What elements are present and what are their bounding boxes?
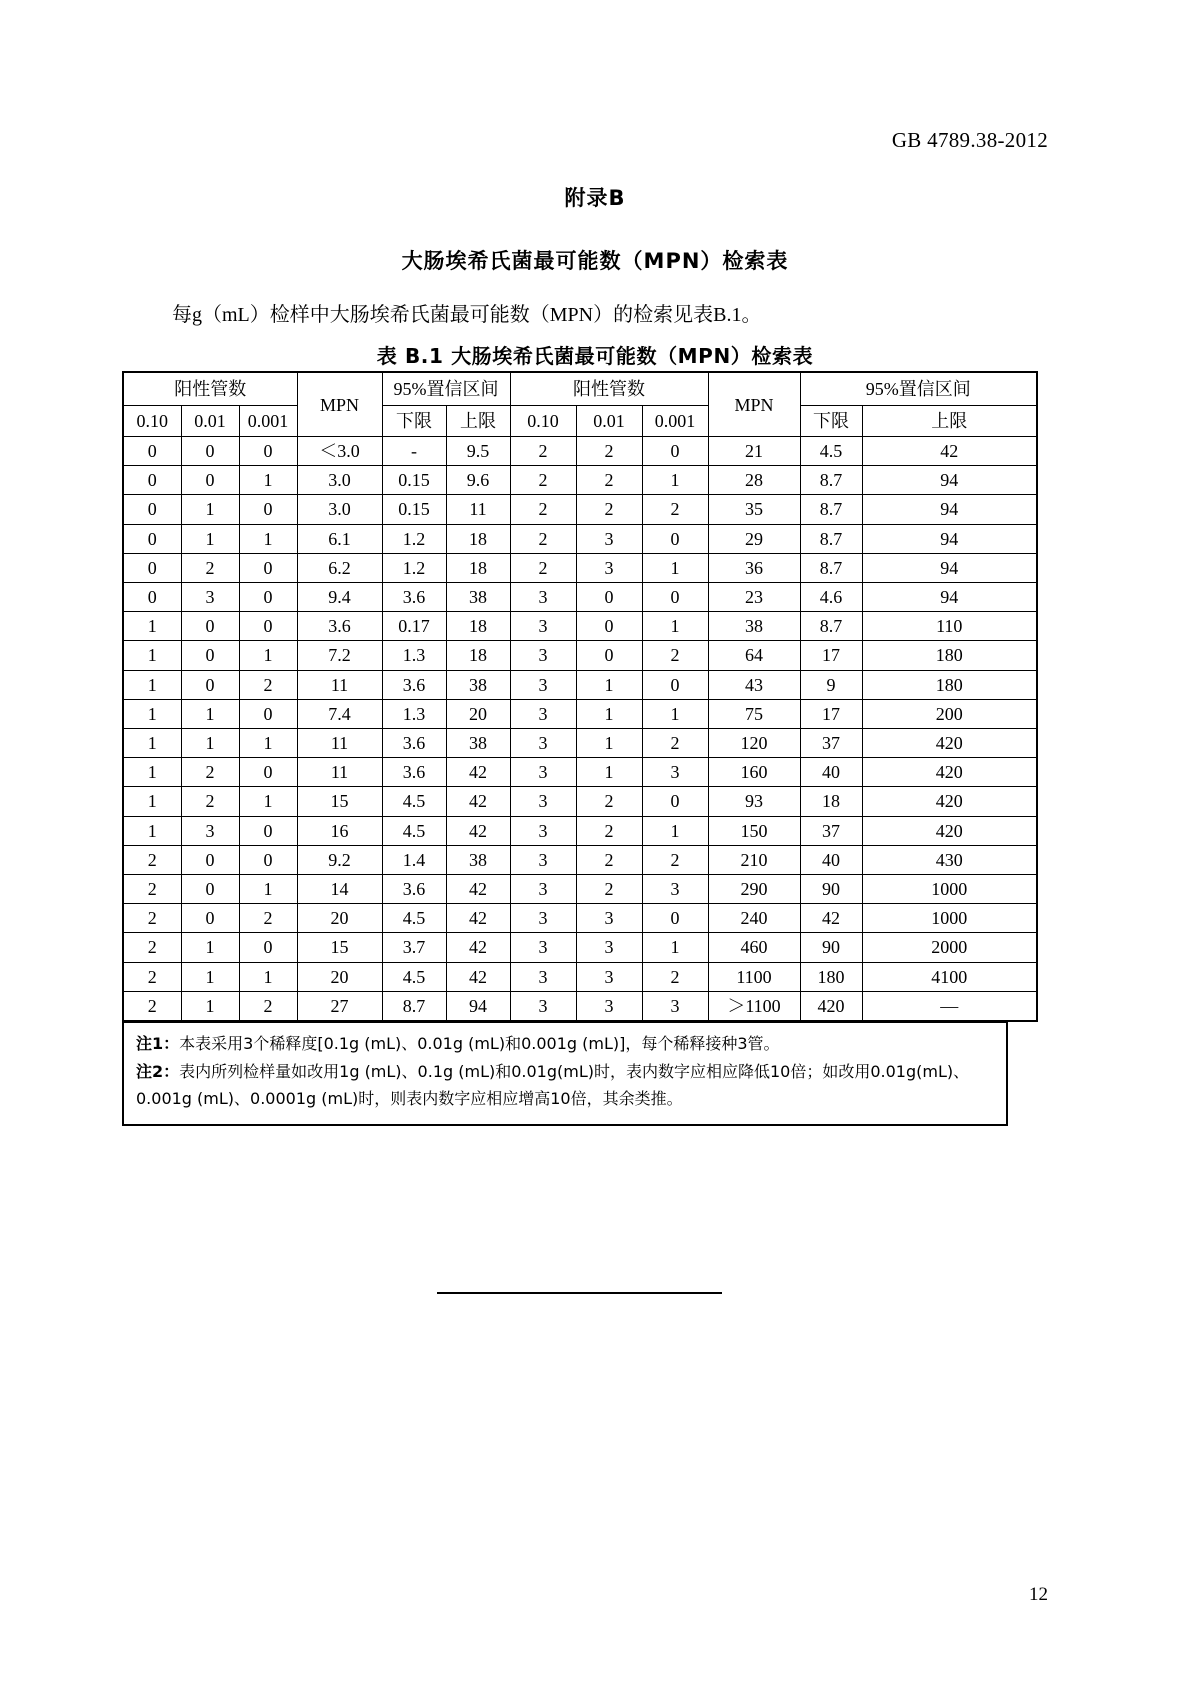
cell-lower-limit-right: 40 [800, 758, 862, 787]
cell-upper-limit-left: 38 [446, 845, 510, 874]
cell-dilution-010-left: 1 [123, 699, 181, 728]
table-row [123, 816, 1037, 845]
header-upper-limit-left: 上限 [446, 406, 510, 437]
cell-mpn-left: 6.1 [297, 524, 382, 553]
cell-upper-limit-left: 42 [446, 904, 510, 933]
cell-mpn-right: 120 [708, 729, 800, 758]
cell-lower-limit-right: 8.7 [800, 612, 862, 641]
cell-lower-limit-left: 0.15 [382, 466, 446, 495]
cell-mpn-right: 240 [708, 904, 800, 933]
table-row [123, 437, 1037, 466]
cell-upper-limit-left: 38 [446, 670, 510, 699]
cell-lower-limit-right: 90 [800, 933, 862, 962]
header-mpn-right: MPN [708, 372, 800, 437]
cell-dilution-010-right: 3 [510, 787, 576, 816]
cell-dilution-001-left: 1 [181, 699, 239, 728]
cell-upper-limit-right: 200 [862, 699, 1037, 728]
cell-dilution-0001-left: 0 [239, 699, 297, 728]
cell-dilution-010-right: 3 [510, 933, 576, 962]
cell-dilution-010-right: 3 [510, 845, 576, 874]
cell-dilution-010-right: 3 [510, 583, 576, 612]
cell-mpn-left: 3.0 [297, 495, 382, 524]
cell-dilution-0001-left: 0 [239, 845, 297, 874]
cell-lower-limit-right: 42 [800, 904, 862, 933]
cell-dilution-001-right: 3 [576, 904, 642, 933]
cell-lower-limit-left: 3.6 [382, 875, 446, 904]
cell-lower-limit-left: 4.5 [382, 787, 446, 816]
cell-dilution-010-left: 2 [123, 904, 181, 933]
cell-mpn-left: 20 [297, 904, 382, 933]
cell-dilution-0001-right: 0 [642, 787, 708, 816]
cell-lower-limit-right: 8.7 [800, 466, 862, 495]
cell-dilution-010-left: 0 [123, 437, 181, 466]
cell-dilution-010-left: 1 [123, 641, 181, 670]
cell-dilution-010-right: 3 [510, 641, 576, 670]
cell-upper-limit-right: 94 [862, 524, 1037, 553]
cell-upper-limit-left: 18 [446, 641, 510, 670]
table-row [123, 553, 1037, 582]
cell-mpn-right: 160 [708, 758, 800, 787]
cell-dilution-0001-right: 0 [642, 583, 708, 612]
cell-mpn-right: 1100 [708, 962, 800, 991]
cell-dilution-0001-right: 3 [642, 758, 708, 787]
cell-dilution-0001-right: 3 [642, 875, 708, 904]
cell-dilution-001-right: 2 [576, 816, 642, 845]
cell-dilution-0001-right: 2 [642, 962, 708, 991]
cell-upper-limit-right: 94 [862, 583, 1037, 612]
cell-mpn-right: 28 [708, 466, 800, 495]
cell-upper-limit-right: 2000 [862, 933, 1037, 962]
cell-lower-limit-left: 0.17 [382, 612, 446, 641]
cell-dilution-0001-left: 0 [239, 758, 297, 787]
cell-mpn-left: 16 [297, 816, 382, 845]
cell-dilution-010-right: 3 [510, 962, 576, 991]
table-row [123, 875, 1037, 904]
cell-upper-limit-left: 94 [446, 991, 510, 1021]
cell-upper-limit-right: 420 [862, 787, 1037, 816]
cell-dilution-010-left: 1 [123, 787, 181, 816]
cell-dilution-001-right: 1 [576, 670, 642, 699]
cell-mpn-left: 6.2 [297, 553, 382, 582]
cell-upper-limit-left: 38 [446, 583, 510, 612]
cell-dilution-001-left: 1 [181, 991, 239, 1021]
appendix-title: 大肠埃希氏菌最可能数（MPN）检索表 [401, 249, 789, 273]
cell-mpn-right: 75 [708, 699, 800, 728]
table-row [123, 933, 1037, 962]
table-row [123, 524, 1037, 553]
cell-dilution-0001-left: 1 [239, 875, 297, 904]
cell-upper-limit-right: 110 [862, 612, 1037, 641]
cell-upper-limit-right: 42 [862, 437, 1037, 466]
cell-mpn-right: 150 [708, 816, 800, 845]
cell-dilution-0001-left: 2 [239, 904, 297, 933]
header-ci-right: 95%置信区间 [800, 372, 1037, 406]
cell-dilution-0001-left: 1 [239, 641, 297, 670]
cell-dilution-0001-right: 3 [642, 991, 708, 1021]
table-note-1 [136, 1031, 994, 1057]
cell-dilution-010-right: 3 [510, 699, 576, 728]
cell-dilution-001-left: 1 [181, 933, 239, 962]
page-number: 12 [1029, 1584, 1048, 1605]
cell-dilution-0001-left: 1 [239, 524, 297, 553]
header-dilution-001-left: 0.01 [181, 406, 239, 437]
cell-dilution-010-right: 3 [510, 991, 576, 1021]
cell-dilution-010-left: 2 [123, 933, 181, 962]
cell-lower-limit-right: 180 [800, 962, 862, 991]
cell-dilution-0001-right: 0 [642, 524, 708, 553]
intro-paragraph: 每g（mL）检样中大肠埃希氏菌最可能数（MPN）的检索见表B.1。 [172, 304, 762, 326]
cell-lower-limit-right: 4.6 [800, 583, 862, 612]
appendix-label: 附录B [564, 186, 626, 210]
cell-mpn-left: 11 [297, 758, 382, 787]
cell-dilution-010-left: 0 [123, 583, 181, 612]
cell-dilution-001-right: 1 [576, 699, 642, 728]
cell-lower-limit-right: 4.5 [800, 437, 862, 466]
cell-dilution-001-right: 0 [576, 641, 642, 670]
cell-dilution-001-left: 2 [181, 553, 239, 582]
header-upper-limit-right: 上限 [862, 406, 1037, 437]
cell-dilution-0001-right: 1 [642, 612, 708, 641]
cell-lower-limit-left: 3.6 [382, 758, 446, 787]
cell-dilution-0001-right: 0 [642, 437, 708, 466]
cell-dilution-0001-left: 2 [239, 670, 297, 699]
cell-upper-limit-left: 20 [446, 699, 510, 728]
cell-mpn-right: 38 [708, 612, 800, 641]
table-note-2 [136, 1059, 994, 1112]
cell-lower-limit-right: 8.7 [800, 553, 862, 582]
cell-upper-limit-left: 42 [446, 758, 510, 787]
cell-upper-limit-right: 180 [862, 641, 1037, 670]
cell-upper-limit-right: 1000 [862, 904, 1037, 933]
table-row [123, 466, 1037, 495]
cell-dilution-0001-left: 1 [239, 787, 297, 816]
cell-mpn-left: 15 [297, 933, 382, 962]
cell-dilution-001-right: 1 [576, 729, 642, 758]
cell-mpn-right: 290 [708, 875, 800, 904]
cell-dilution-0001-left: 0 [239, 816, 297, 845]
cell-dilution-0001-right: 1 [642, 466, 708, 495]
cell-mpn-left: 20 [297, 962, 382, 991]
cell-upper-limit-right: 180 [862, 670, 1037, 699]
cell-dilution-001-right: 1 [576, 758, 642, 787]
header-row-subcolumns [123, 406, 1037, 437]
note-1-label: 注1： [136, 1034, 180, 1054]
cell-upper-limit-right: 94 [862, 466, 1037, 495]
cell-mpn-right: 43 [708, 670, 800, 699]
cell-upper-limit-left: 42 [446, 933, 510, 962]
cell-dilution-010-right: 3 [510, 816, 576, 845]
header-row-groups [123, 372, 1037, 406]
cell-dilution-010-right: 2 [510, 495, 576, 524]
cell-lower-limit-left: 3.6 [382, 583, 446, 612]
cell-dilution-0001-left: 1 [239, 729, 297, 758]
table-row [123, 845, 1037, 874]
footer-divider-rule [437, 1292, 722, 1294]
cell-dilution-010-right: 2 [510, 524, 576, 553]
cell-upper-limit-right: 420 [862, 758, 1037, 787]
cell-dilution-0001-right: 1 [642, 933, 708, 962]
cell-upper-limit-left: 42 [446, 962, 510, 991]
cell-lower-limit-left: 3.7 [382, 933, 446, 962]
cell-dilution-010-right: 3 [510, 904, 576, 933]
cell-dilution-001-left: 0 [181, 612, 239, 641]
cell-upper-limit-right: 420 [862, 816, 1037, 845]
cell-dilution-0001-right: 1 [642, 699, 708, 728]
cell-mpn-left: 15 [297, 787, 382, 816]
cell-dilution-010-left: 2 [123, 991, 181, 1021]
cell-upper-limit-right: 430 [862, 845, 1037, 874]
cell-upper-limit-right: 4100 [862, 962, 1037, 991]
cell-mpn-right: 36 [708, 553, 800, 582]
mpn-lookup-table [122, 371, 1038, 1022]
cell-dilution-001-right: 0 [576, 612, 642, 641]
cell-dilution-010-left: 1 [123, 758, 181, 787]
cell-lower-limit-right: 8.7 [800, 495, 862, 524]
header-mpn-left: MPN [297, 372, 382, 437]
running-head-standard-number: GB 4789.38-2012 [891, 128, 1048, 152]
cell-dilution-001-left: 0 [181, 466, 239, 495]
cell-dilution-010-left: 1 [123, 670, 181, 699]
cell-lower-limit-left: - [382, 437, 446, 466]
cell-dilution-001-left: 1 [181, 495, 239, 524]
cell-dilution-010-left: 0 [123, 553, 181, 582]
cell-mpn-right: 210 [708, 845, 800, 874]
cell-lower-limit-left: 8.7 [382, 991, 446, 1021]
cell-dilution-010-right: 3 [510, 758, 576, 787]
cell-lower-limit-right: 90 [800, 875, 862, 904]
cell-lower-limit-left: 1.4 [382, 845, 446, 874]
header-lower-limit-left: 下限 [382, 406, 446, 437]
header-dilution-0001-right: 0.001 [642, 406, 708, 437]
cell-dilution-010-right: 3 [510, 729, 576, 758]
table-row [123, 699, 1037, 728]
cell-dilution-0001-right: 0 [642, 670, 708, 699]
cell-dilution-0001-left: 0 [239, 583, 297, 612]
cell-lower-limit-left: 3.6 [382, 729, 446, 758]
cell-dilution-001-right: 2 [576, 437, 642, 466]
cell-dilution-0001-right: 2 [642, 641, 708, 670]
cell-mpn-right: 29 [708, 524, 800, 553]
cell-upper-limit-right: 420 [862, 729, 1037, 758]
cell-mpn-left: 27 [297, 991, 382, 1021]
table-row [123, 787, 1037, 816]
cell-upper-limit-right: — [862, 991, 1037, 1021]
cell-mpn-left: 11 [297, 729, 382, 758]
cell-dilution-001-left: 1 [181, 962, 239, 991]
cell-mpn-right: 64 [708, 641, 800, 670]
table-row [123, 670, 1037, 699]
cell-dilution-010-left: 0 [123, 524, 181, 553]
cell-dilution-001-left: 1 [181, 729, 239, 758]
table-row [123, 583, 1037, 612]
cell-lower-limit-left: 1.3 [382, 641, 446, 670]
cell-lower-limit-left: 1.2 [382, 524, 446, 553]
cell-dilution-001-left: 0 [181, 904, 239, 933]
cell-dilution-010-right: 3 [510, 612, 576, 641]
cell-dilution-0001-left: 0 [239, 612, 297, 641]
header-dilution-010-left: 0.10 [123, 406, 181, 437]
cell-dilution-001-left: 2 [181, 758, 239, 787]
cell-upper-limit-right: 94 [862, 553, 1037, 582]
cell-lower-limit-left: 0.15 [382, 495, 446, 524]
cell-dilution-0001-left: 0 [239, 495, 297, 524]
cell-mpn-right: 21 [708, 437, 800, 466]
cell-dilution-001-right: 2 [576, 466, 642, 495]
cell-dilution-0001-left: 0 [239, 933, 297, 962]
cell-dilution-001-left: 0 [181, 670, 239, 699]
cell-upper-limit-left: 18 [446, 524, 510, 553]
cell-dilution-001-left: 0 [181, 845, 239, 874]
cell-dilution-001-right: 2 [576, 787, 642, 816]
cell-dilution-010-right: 3 [510, 670, 576, 699]
cell-dilution-010-left: 2 [123, 845, 181, 874]
table-notes [122, 1022, 1008, 1126]
cell-lower-limit-right: 17 [800, 641, 862, 670]
cell-upper-limit-left: 9.6 [446, 466, 510, 495]
cell-mpn-left: 14 [297, 875, 382, 904]
cell-upper-limit-left: 9.5 [446, 437, 510, 466]
cell-dilution-0001-left: 1 [239, 466, 297, 495]
cell-dilution-0001-right: 1 [642, 553, 708, 582]
cell-lower-limit-right: 17 [800, 699, 862, 728]
cell-mpn-right: 35 [708, 495, 800, 524]
table-head [123, 372, 1037, 437]
table-row [123, 962, 1037, 991]
cell-mpn-right: 93 [708, 787, 800, 816]
cell-lower-limit-left: 4.5 [382, 816, 446, 845]
cell-dilution-0001-left: 0 [239, 437, 297, 466]
cell-dilution-0001-right: 0 [642, 904, 708, 933]
cell-lower-limit-right: 40 [800, 845, 862, 874]
cell-dilution-001-right: 3 [576, 553, 642, 582]
note-2-label: 注2： [136, 1062, 180, 1082]
mpn-table-wrapper [122, 371, 1008, 1126]
cell-mpn-left: 3.0 [297, 466, 382, 495]
cell-dilution-0001-right: 2 [642, 495, 708, 524]
cell-lower-limit-left: 1.2 [382, 553, 446, 582]
cell-lower-limit-right: 8.7 [800, 524, 862, 553]
cell-dilution-001-left: 0 [181, 641, 239, 670]
cell-lower-limit-right: 18 [800, 787, 862, 816]
header-lower-limit-right: 下限 [800, 406, 862, 437]
cell-dilution-0001-left: 1 [239, 962, 297, 991]
cell-dilution-010-left: 0 [123, 495, 181, 524]
cell-dilution-010-left: 1 [123, 612, 181, 641]
cell-mpn-left: 9.2 [297, 845, 382, 874]
cell-dilution-010-right: 2 [510, 553, 576, 582]
cell-dilution-010-right: 2 [510, 437, 576, 466]
cell-dilution-010-left: 2 [123, 962, 181, 991]
table-row [123, 758, 1037, 787]
table-row [123, 904, 1037, 933]
header-dilution-010-right: 0.10 [510, 406, 576, 437]
header-positive-tubes-right: 阳性管数 [510, 372, 708, 406]
cell-mpn-left: ＜3.0 [297, 437, 382, 466]
cell-dilution-0001-right: 2 [642, 729, 708, 758]
cell-lower-limit-right: 37 [800, 729, 862, 758]
header-dilution-0001-left: 0.001 [239, 406, 297, 437]
cell-dilution-010-left: 1 [123, 816, 181, 845]
cell-dilution-010-left: 2 [123, 875, 181, 904]
cell-dilution-0001-right: 1 [642, 816, 708, 845]
cell-mpn-left: 11 [297, 670, 382, 699]
cell-upper-limit-left: 38 [446, 729, 510, 758]
cell-upper-limit-right: 94 [862, 495, 1037, 524]
cell-dilution-010-right: 2 [510, 466, 576, 495]
cell-lower-limit-left: 4.5 [382, 962, 446, 991]
table-row [123, 991, 1037, 1021]
table-caption: 表 B.1 大肠埃希氏菌最可能数（MPN）检索表 [376, 344, 814, 368]
cell-lower-limit-left: 4.5 [382, 904, 446, 933]
cell-dilution-0001-left: 0 [239, 553, 297, 582]
cell-mpn-left: 7.2 [297, 641, 382, 670]
cell-dilution-001-left: 3 [181, 583, 239, 612]
note-1-text: 本表采用3个稀释度[0.1g (mL)、0.01g (mL)和0.001g (mL)]，每个稀释接种3管。 [179, 1034, 780, 1054]
cell-mpn-left: 9.4 [297, 583, 382, 612]
table-row [123, 612, 1037, 641]
table-row [123, 495, 1037, 524]
cell-upper-limit-left: 18 [446, 612, 510, 641]
cell-upper-limit-left: 42 [446, 787, 510, 816]
cell-mpn-left: 3.6 [297, 612, 382, 641]
cell-dilution-001-left: 1 [181, 524, 239, 553]
cell-upper-limit-left: 42 [446, 875, 510, 904]
cell-dilution-010-left: 0 [123, 466, 181, 495]
cell-upper-limit-left: 42 [446, 816, 510, 845]
cell-mpn-right: ＞1100 [708, 991, 800, 1021]
cell-dilution-010-right: 3 [510, 875, 576, 904]
cell-lower-limit-left: 1.3 [382, 699, 446, 728]
cell-dilution-010-left: 1 [123, 729, 181, 758]
cell-upper-limit-left: 18 [446, 553, 510, 582]
cell-dilution-001-left: 0 [181, 437, 239, 466]
header-ci-left: 95%置信区间 [382, 372, 510, 406]
cell-dilution-001-left: 0 [181, 875, 239, 904]
cell-dilution-001-right: 0 [576, 583, 642, 612]
cell-lower-limit-right: 420 [800, 991, 862, 1021]
cell-dilution-001-right: 3 [576, 962, 642, 991]
header-dilution-001-right: 0.01 [576, 406, 642, 437]
table-row [123, 641, 1037, 670]
cell-dilution-001-right: 3 [576, 933, 642, 962]
cell-lower-limit-right: 37 [800, 816, 862, 845]
cell-dilution-0001-left: 2 [239, 991, 297, 1021]
cell-mpn-right: 23 [708, 583, 800, 612]
cell-upper-limit-right: 1000 [862, 875, 1037, 904]
note-2-text: 表内所列检样量如改用1g (mL)、0.1g (mL)和0.01g(mL)时，表内数字应相应降低10倍；如改用0.01g(mL)、0.001g (mL)、0.0001g (mL)时，则表内数字应相应增高10倍，其余类推。 [136, 1062, 970, 1108]
cell-upper-limit-left: 11 [446, 495, 510, 524]
cell-dilution-001-left: 2 [181, 787, 239, 816]
cell-dilution-0001-right: 2 [642, 845, 708, 874]
cell-dilution-001-right: 3 [576, 991, 642, 1021]
cell-dilution-001-right: 2 [576, 845, 642, 874]
cell-dilution-001-right: 2 [576, 875, 642, 904]
cell-mpn-left: 7.4 [297, 699, 382, 728]
table-row [123, 729, 1037, 758]
cell-dilution-001-right: 3 [576, 524, 642, 553]
cell-mpn-right: 460 [708, 933, 800, 962]
cell-dilution-001-right: 2 [576, 495, 642, 524]
cell-lower-limit-left: 3.6 [382, 670, 446, 699]
cell-dilution-001-left: 3 [181, 816, 239, 845]
table-body [123, 437, 1037, 1022]
cell-lower-limit-right: 9 [800, 670, 862, 699]
header-positive-tubes-left: 阳性管数 [123, 372, 297, 406]
